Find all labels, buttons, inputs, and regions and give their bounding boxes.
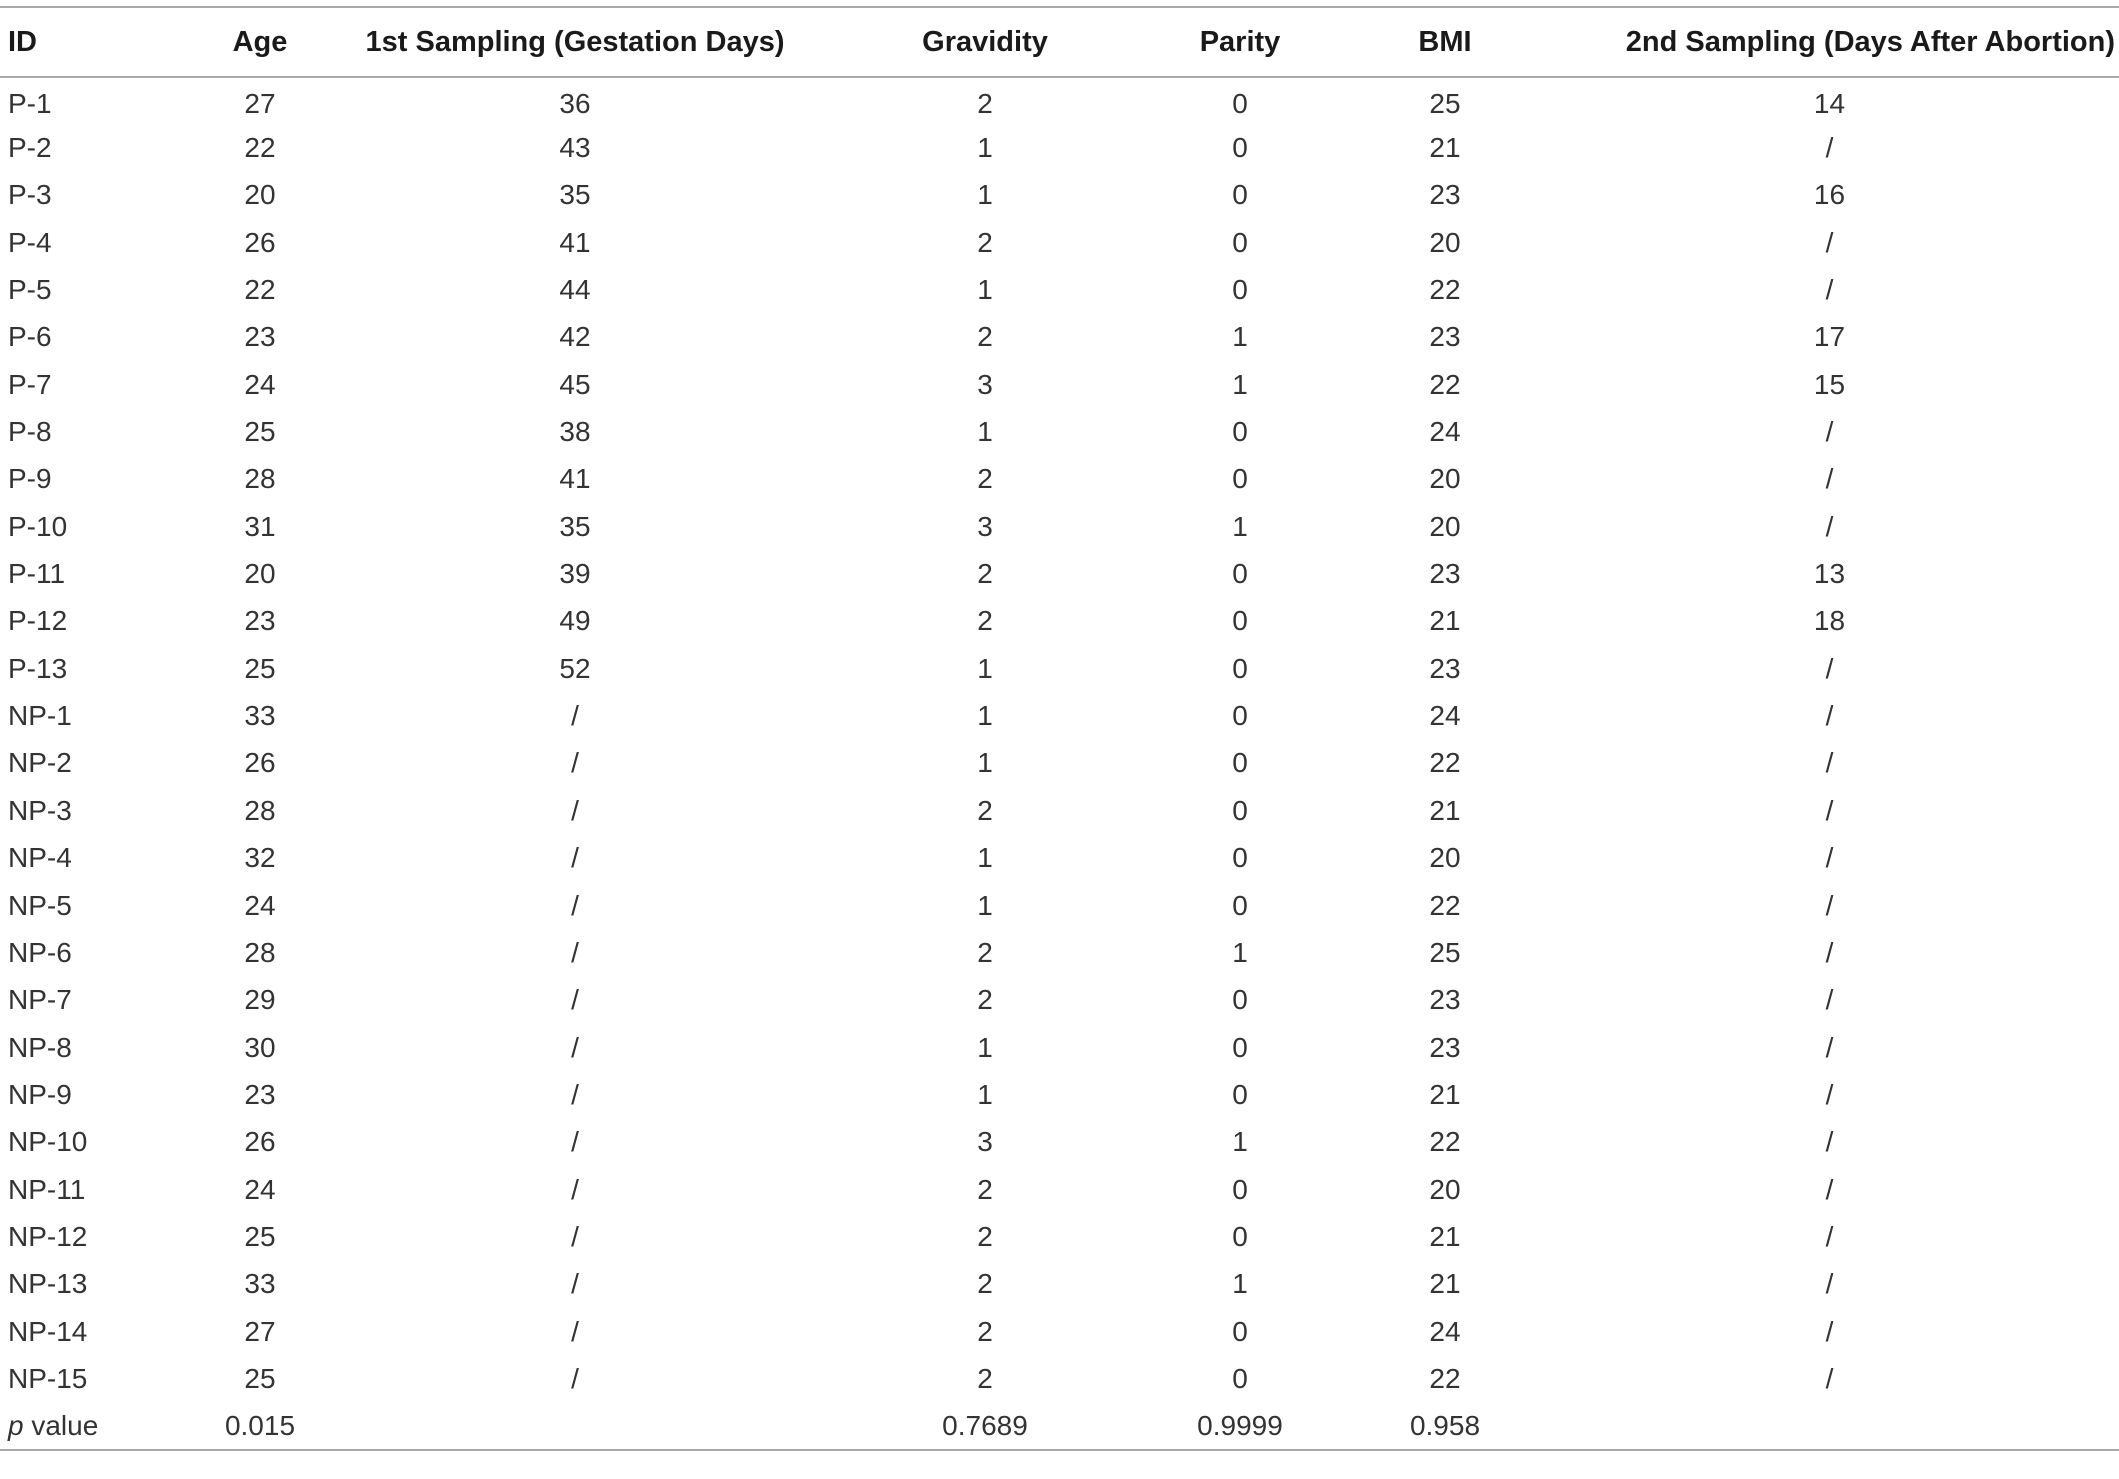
cell-age: 23 [244, 321, 276, 353]
cell-id: NP-11 [8, 1173, 86, 1205]
cell-id: P-12 [8, 605, 68, 637]
cell-second-sampling: / [1825, 132, 1834, 164]
cell-first-sampling: / [571, 700, 579, 732]
cell-second-sampling: / [1825, 936, 1834, 968]
cell-age: 25 [244, 1362, 276, 1394]
p-value-label-italic: p [8, 1409, 24, 1441]
cell-second-sampling: / [1825, 747, 1834, 779]
cell-bmi: 23 [1429, 321, 1461, 353]
cell-age: 22 [244, 274, 276, 306]
cell-age: 25 [244, 416, 276, 448]
cell-id: P-1 [8, 88, 52, 120]
cell-parity: 0 [1232, 88, 1248, 120]
table-row [0, 77, 2119, 124]
cell-gravidity: 1 [977, 274, 993, 306]
cell-bmi: 22 [1429, 1126, 1461, 1158]
header-id: ID [0, 7, 210, 77]
cell-first-sampling: / [571, 1078, 579, 1110]
cell-second-sampling: / [1825, 652, 1834, 684]
table-row [0, 1261, 2119, 1308]
cell-first-sampling: 41 [559, 226, 591, 258]
table-row [0, 929, 2119, 976]
header-row [0, 7, 2119, 77]
table-row [0, 408, 2119, 455]
cell-gravidity: 2 [977, 984, 993, 1016]
cell-parity: 1 [1232, 1268, 1248, 1300]
cell-bmi: 24 [1429, 416, 1461, 448]
cell-gravidity: 3 [977, 368, 993, 400]
cell-parity: 1 [1232, 1126, 1248, 1158]
cell-first-sampling: / [571, 1126, 579, 1158]
cell-id: NP-6 [8, 936, 72, 968]
cell-gravidity: 1 [977, 1078, 993, 1110]
cell-age: 26 [244, 226, 276, 258]
cell-id: P-9 [8, 463, 52, 495]
cell-gravidity: 2 [977, 1315, 993, 1347]
table-row [0, 550, 2119, 597]
table-row [0, 977, 2119, 1024]
cell-gravidity: 2 [977, 1173, 993, 1205]
cell-gravidity: 1 [977, 179, 993, 211]
cell-age: 24 [244, 889, 276, 921]
cell-second-sampling: / [1825, 1220, 1834, 1252]
cell-parity: 1 [1232, 368, 1248, 400]
cell-age: 28 [244, 463, 276, 495]
cell-id: P-5 [8, 274, 52, 306]
cell-parity: 0 [1232, 1220, 1248, 1252]
cell-parity: 0 [1232, 274, 1248, 306]
table-row [0, 692, 2119, 739]
cell-id: NP-2 [8, 747, 72, 779]
cell-parity: 0 [1232, 842, 1248, 874]
table-body [0, 77, 2119, 1450]
cell-id: NP-15 [8, 1362, 88, 1394]
cell-age: 28 [244, 936, 276, 968]
cell-second-sampling: / [1825, 274, 1834, 306]
cell-parity: 0 [1232, 1173, 1248, 1205]
cell-gravidity: 2 [977, 794, 993, 826]
cell-gravidity: 1 [977, 842, 993, 874]
cell-age: 20 [244, 558, 276, 590]
cell-bmi: 22 [1429, 889, 1461, 921]
cell-second-sampling: / [1825, 1268, 1834, 1300]
cell-bmi: 20 [1429, 842, 1461, 874]
cell-second-sampling: / [1825, 1315, 1834, 1347]
cell-parity: 0 [1232, 1078, 1248, 1110]
cell-first-sampling: 35 [559, 179, 591, 211]
cell-age: 22 [244, 132, 276, 164]
cell-first-sampling: / [571, 936, 579, 968]
cell-age: 26 [244, 1126, 276, 1158]
cell-parity: 1 [1232, 321, 1248, 353]
cell-id: NP-5 [8, 889, 72, 921]
cell-gravidity: 2 [977, 558, 993, 590]
header-bmi: BMI [1350, 7, 1540, 77]
cell-first-sampling: 42 [559, 321, 591, 353]
table-row [0, 266, 2119, 313]
cell-first-sampling: / [571, 794, 579, 826]
patient-characteristics-table [0, 6, 2119, 1451]
cell-first-sampling: 36 [559, 88, 591, 120]
cell-age: 26 [244, 747, 276, 779]
table-row [0, 503, 2119, 550]
cell-id: NP-3 [8, 794, 72, 826]
cell-first-sampling: / [571, 1315, 579, 1347]
cell-first-sampling: 39 [559, 558, 591, 590]
cell-first-sampling: / [571, 889, 579, 921]
cell-gravidity: 3 [977, 1126, 993, 1158]
cell-parity: 0 [1232, 226, 1248, 258]
table-row [0, 1213, 2119, 1260]
cell-bmi: 25 [1429, 88, 1461, 120]
cell-gravidity: 1 [977, 700, 993, 732]
cell-parity: 0 [1232, 794, 1248, 826]
header-second-sampling: 2nd Sampling (Days After Abortion) [1540, 7, 2119, 77]
table-row [0, 1119, 2119, 1166]
table-row [0, 1024, 2119, 1071]
cell-id: P-11 [8, 558, 66, 590]
cell-bmi: 23 [1429, 179, 1461, 211]
cell-id: NP-13 [8, 1268, 88, 1300]
cell-second-sampling: 14 [1813, 88, 1846, 120]
cell-second-sampling: / [1825, 984, 1834, 1016]
cell-age: 23 [244, 1078, 276, 1110]
table-row [0, 1071, 2119, 1118]
cell-bmi: 25 [1429, 936, 1461, 968]
cell-first-sampling: / [571, 842, 579, 874]
table-row [0, 219, 2119, 266]
cell-age: 31 [244, 510, 276, 542]
cell-bmi: 21 [1429, 1268, 1461, 1300]
table-row [0, 645, 2119, 692]
table-row [0, 1308, 2119, 1355]
cell-id: P-6 [8, 321, 52, 353]
cell-second-sampling: / [1825, 510, 1834, 542]
cell-gravidity: 2 [977, 226, 993, 258]
cell-gravidity: 2 [977, 1362, 993, 1394]
cell-first-sampling: 45 [559, 368, 591, 400]
cell-id: NP-1 [8, 700, 72, 732]
p-value-age: 0.015 [210, 1403, 310, 1450]
cell-first-sampling: / [571, 1031, 579, 1063]
cell-id: NP-12 [8, 1220, 88, 1252]
cell-gravidity: 1 [977, 652, 993, 684]
cell-bmi: 21 [1429, 132, 1461, 164]
table-row [0, 740, 2119, 787]
cell-id: P-3 [8, 179, 52, 211]
header-gravidity: Gravidity [840, 7, 1130, 77]
p-value-second-sampling [1540, 1403, 2119, 1450]
cell-first-sampling: / [571, 1220, 579, 1252]
cell-gravidity: 1 [977, 132, 993, 164]
cell-id: NP-9 [8, 1078, 72, 1110]
cell-bmi: 21 [1429, 1078, 1461, 1110]
cell-second-sampling: / [1825, 1173, 1834, 1205]
cell-second-sampling: / [1825, 1078, 1834, 1110]
cell-second-sampling: / [1825, 226, 1834, 258]
cell-parity: 0 [1232, 1031, 1248, 1063]
cell-gravidity: 3 [977, 510, 993, 542]
cell-age: 24 [244, 368, 276, 400]
cell-parity: 0 [1232, 132, 1248, 164]
p-value-first-sampling [310, 1403, 840, 1450]
cell-second-sampling: / [1825, 794, 1834, 826]
cell-age: 30 [244, 1031, 276, 1063]
cell-id: NP-7 [8, 984, 72, 1016]
cell-parity: 0 [1232, 700, 1248, 732]
p-value-row [0, 1403, 2119, 1450]
table-row [0, 1166, 2119, 1213]
cell-parity: 0 [1232, 747, 1248, 779]
cell-gravidity: 1 [977, 416, 993, 448]
cell-bmi: 23 [1429, 984, 1461, 1016]
cell-bmi: 24 [1429, 700, 1461, 732]
cell-gravidity: 2 [977, 1268, 993, 1300]
cell-bmi: 22 [1429, 274, 1461, 306]
p-value-label [0, 1403, 210, 1450]
cell-bmi: 21 [1429, 1220, 1461, 1252]
cell-parity: 0 [1232, 463, 1248, 495]
cell-age: 24 [244, 1173, 276, 1205]
cell-gravidity: 1 [977, 889, 993, 921]
cell-first-sampling: / [571, 747, 579, 779]
cell-parity: 0 [1232, 1362, 1248, 1394]
cell-parity: 0 [1232, 179, 1248, 211]
cell-age: 25 [244, 652, 276, 684]
header-first-sampling: 1st Sampling (Gestation Days) [310, 7, 840, 77]
cell-first-sampling: / [571, 1268, 579, 1300]
cell-bmi: 23 [1429, 558, 1461, 590]
cell-parity: 0 [1232, 558, 1248, 590]
cell-second-sampling: / [1825, 1126, 1834, 1158]
cell-first-sampling: 44 [559, 274, 591, 306]
cell-age: 29 [244, 984, 276, 1016]
cell-second-sampling: / [1825, 842, 1834, 874]
table-row [0, 598, 2119, 645]
cell-parity: 1 [1232, 510, 1248, 542]
cell-first-sampling: 52 [559, 652, 591, 684]
cell-second-sampling: 15 [1813, 368, 1846, 400]
cell-age: 27 [244, 88, 276, 120]
table-header [0, 7, 2119, 77]
table-row [0, 124, 2119, 171]
cell-bmi: 22 [1429, 747, 1461, 779]
cell-first-sampling: / [571, 984, 579, 1016]
cell-second-sampling: 13 [1813, 558, 1846, 590]
cell-id: NP-8 [8, 1031, 72, 1063]
cell-first-sampling: / [571, 1173, 579, 1205]
cell-age: 27 [244, 1315, 276, 1347]
cell-age: 23 [244, 605, 276, 637]
cell-id: P-2 [8, 132, 52, 164]
cell-bmi: 21 [1429, 605, 1461, 637]
cell-parity: 1 [1232, 936, 1248, 968]
cell-id: P-8 [8, 416, 52, 448]
cell-bmi: 23 [1429, 1031, 1461, 1063]
cell-age: 20 [244, 179, 276, 211]
cell-bmi: 24 [1429, 1315, 1461, 1347]
cell-gravidity: 2 [977, 936, 993, 968]
cell-parity: 0 [1232, 652, 1248, 684]
table-row [0, 172, 2119, 219]
cell-gravidity: 1 [977, 1031, 993, 1063]
cell-bmi: 20 [1429, 510, 1461, 542]
cell-parity: 0 [1232, 605, 1248, 637]
cell-parity: 0 [1232, 984, 1248, 1016]
cell-gravidity: 2 [977, 1220, 993, 1252]
cell-parity: 0 [1232, 416, 1248, 448]
cell-gravidity: 2 [977, 463, 993, 495]
cell-age: 28 [244, 794, 276, 826]
cell-age: 33 [244, 1268, 276, 1300]
cell-second-sampling: / [1825, 1362, 1834, 1394]
table-row [0, 314, 2119, 361]
cell-age: 32 [244, 842, 276, 874]
p-value-bmi: 0.958 [1350, 1403, 1540, 1450]
cell-id: P-7 [8, 368, 52, 400]
cell-first-sampling: 35 [559, 510, 591, 542]
cell-bmi: 22 [1429, 1362, 1461, 1394]
cell-id: P-10 [8, 510, 68, 542]
cell-first-sampling: 38 [559, 416, 591, 448]
cell-first-sampling: 43 [559, 132, 591, 164]
table-row [0, 835, 2119, 882]
table-row [0, 361, 2119, 408]
cell-bmi: 22 [1429, 368, 1461, 400]
p-value-parity: 0.9999 [1130, 1403, 1350, 1450]
cell-parity: 0 [1232, 1315, 1248, 1347]
cell-gravidity: 2 [977, 88, 993, 120]
cell-second-sampling: 16 [1813, 179, 1846, 211]
cell-second-sampling: / [1825, 889, 1834, 921]
cell-bmi: 23 [1429, 652, 1461, 684]
table-row [0, 882, 2119, 929]
cell-first-sampling: 49 [559, 605, 591, 637]
cell-second-sampling: 18 [1813, 605, 1846, 637]
cell-age: 33 [244, 700, 276, 732]
cell-second-sampling: / [1825, 700, 1834, 732]
cell-first-sampling: / [571, 1362, 579, 1394]
cell-id: P-13 [8, 652, 68, 684]
cell-bmi: 21 [1429, 794, 1461, 826]
cell-first-sampling: 41 [559, 463, 591, 495]
header-age: Age [210, 7, 310, 77]
table-row [0, 787, 2119, 834]
cell-age: 25 [244, 1220, 276, 1252]
cell-bmi: 20 [1429, 463, 1461, 495]
p-value-label-text: value [23, 1409, 99, 1441]
cell-id: NP-4 [8, 842, 72, 874]
table-row [0, 1355, 2119, 1402]
header-parity: Parity [1130, 7, 1350, 77]
cell-bmi: 20 [1429, 1173, 1461, 1205]
p-value-gravidity: 0.7689 [840, 1403, 1130, 1450]
cell-second-sampling: / [1825, 416, 1834, 448]
cell-gravidity: 1 [977, 747, 993, 779]
cell-gravidity: 2 [977, 605, 993, 637]
cell-second-sampling: / [1825, 463, 1834, 495]
cell-bmi: 20 [1429, 226, 1461, 258]
cell-id: P-4 [8, 226, 52, 258]
cell-second-sampling: 17 [1813, 321, 1846, 353]
cell-parity: 0 [1232, 889, 1248, 921]
cell-id: NP-14 [8, 1315, 88, 1347]
table-row [0, 456, 2119, 503]
cell-gravidity: 2 [977, 321, 993, 353]
cell-id: NP-10 [8, 1126, 88, 1158]
cell-second-sampling: / [1825, 1031, 1834, 1063]
